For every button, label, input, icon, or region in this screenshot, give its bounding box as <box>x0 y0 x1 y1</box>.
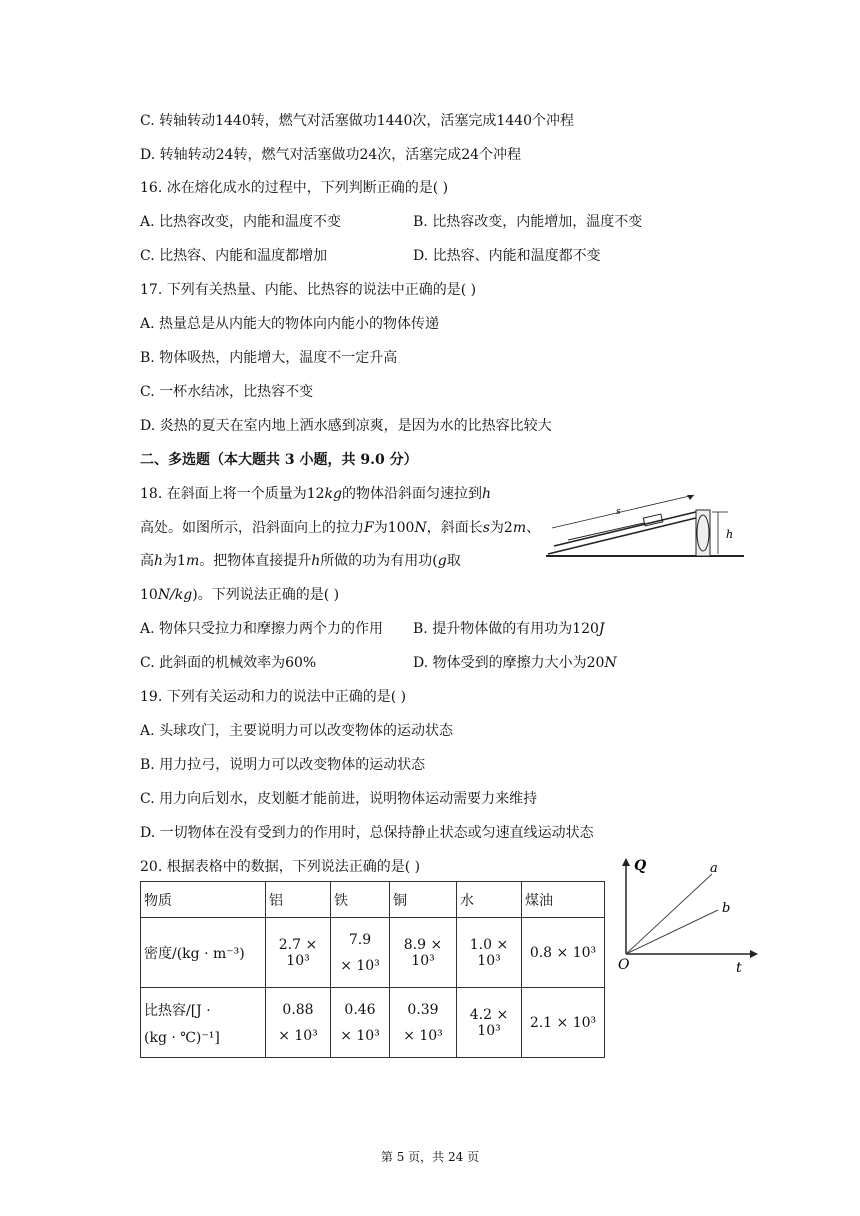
graph-y-label: Q <box>634 858 647 874</box>
fig-s-label: s <box>616 507 621 517</box>
q15-option-d: D. 转轴转动24转，燃气对活塞做功24次，活塞完成24个冲程 <box>140 147 522 163</box>
table-cell: 物质 <box>141 882 266 918</box>
q20-stem: 20. 根据表格中的数据，下列说法正确的是( ) <box>140 859 421 875</box>
table-cell: 密度/(kg · m⁻³) <box>141 918 266 988</box>
table-row <box>141 882 605 918</box>
table-cell: 4.2 × 10³ <box>457 988 522 1058</box>
table-cell: 比热容/[J · (kg · ℃)⁻¹] <box>141 988 266 1058</box>
table-cell: 铁 <box>331 882 390 918</box>
table-cell: 铝 <box>266 882 331 918</box>
q19-option-a: A. 头球攻门，主要说明力可以改变物体的运动状态 <box>140 723 454 739</box>
q15-option-c: C. 转轴转动1440转，燃气对活塞做功1440次，活塞完成1440个冲程 <box>140 113 574 129</box>
table-cell: 1.0 × 10³ <box>457 918 522 988</box>
graph-line-a-label: a <box>710 861 718 876</box>
q19-option-c: C. 用力向后划水，皮划艇才能前进，说明物体运动需要力来维持 <box>140 791 538 807</box>
section-heading: 二、多选题（本大题共 3 小题，共 9.0 分） <box>140 452 418 468</box>
q17-option-c: C. 一杯水结冰，比热容不变 <box>140 384 314 400</box>
q18-option-d: D. 物体受到的摩擦力大小为20N <box>413 655 617 671</box>
q16-option-a: A. 比热容改变，内能和温度不变 <box>140 214 342 230</box>
table-cell: 0.8 × 10³ <box>522 918 605 988</box>
graph-line-b-label: b <box>722 901 731 916</box>
table-cell: 0.46 × 10³ <box>331 988 390 1058</box>
table-cell: 铜 <box>390 882 457 918</box>
q19-option-d: D. 一切物体在没有受到力的作用时，总保持静止状态或匀速直线运动状态 <box>140 825 594 841</box>
q16-option-d: D. 比热容、内能和温度都不变 <box>413 248 601 264</box>
q18-option-a: A. 物体只受拉力和摩擦力两个力的作用 <box>140 621 384 637</box>
incline-figure <box>544 488 750 564</box>
table-cell: 水 <box>457 882 522 918</box>
q17-option-d: D. 炎热的夏天在室内地上洒水感到凉爽，是因为水的比热容比较大 <box>140 418 552 434</box>
table-cell: 煤油 <box>522 882 605 918</box>
table-cell: 7.9 × 10³ <box>331 918 390 988</box>
graph-origin-label: O <box>618 957 630 973</box>
table-cell: 2.7 × 10³ <box>266 918 331 988</box>
table-cell: 8.9 × 10³ <box>390 918 457 988</box>
q18-option-c: C. 此斜面的机械效率为60% <box>140 655 317 671</box>
q16-option-c: C. 比热容、内能和温度都增加 <box>140 248 328 264</box>
table-cell: 2.1 × 10³ <box>522 988 605 1058</box>
q18-line-4: 10N/kg)。下列说法正确的是( ) <box>140 587 340 603</box>
q18-line-2: 高处。如图所示，沿斜面向上的拉力F为100N，斜面长s为2m、 <box>140 520 541 536</box>
q17-stem: 17. 下列有关热量、内能、比热容的说法中正确的是( ) <box>140 282 477 298</box>
q19-option-b: B. 用力拉弓，说明力可以改变物体的运动状态 <box>140 757 426 773</box>
q17-option-b: B. 物体吸热，内能增大，温度不一定升高 <box>140 350 398 366</box>
q17-option-a: A. 热量总是从内能大的物体向内能小的物体传递 <box>140 316 440 332</box>
q18-option-b: B. 提升物体做的有用功为120J <box>413 621 605 637</box>
table-row <box>141 918 605 988</box>
substance-table <box>140 881 605 1058</box>
table-cell: 0.39 × 10³ <box>390 988 457 1058</box>
q18-line-1: 18. 在斜面上将一个质量为12kg的物体沿斜面匀速拉到h <box>140 486 492 502</box>
q16-stem: 16. 冰在熔化成水的过程中，下列判断正确的是( ) <box>140 180 449 196</box>
fig-h-label: h <box>726 528 734 541</box>
page-footer: 第 5 页，共 24 页 <box>380 1150 480 1164</box>
qt-graph <box>612 852 762 982</box>
q18-line-3: 高h为1m。把物体直接提升h所做的功为有用功(g取 <box>140 553 461 569</box>
table-row <box>141 988 605 1058</box>
graph-x-label: t <box>736 960 742 976</box>
table-cell: 0.88 × 10³ <box>266 988 331 1058</box>
q19-stem: 19. 下列有关运动和力的说法中正确的是( ) <box>140 689 407 705</box>
q16-option-b: B. 比热容改变，内能增加，温度不变 <box>413 214 643 230</box>
